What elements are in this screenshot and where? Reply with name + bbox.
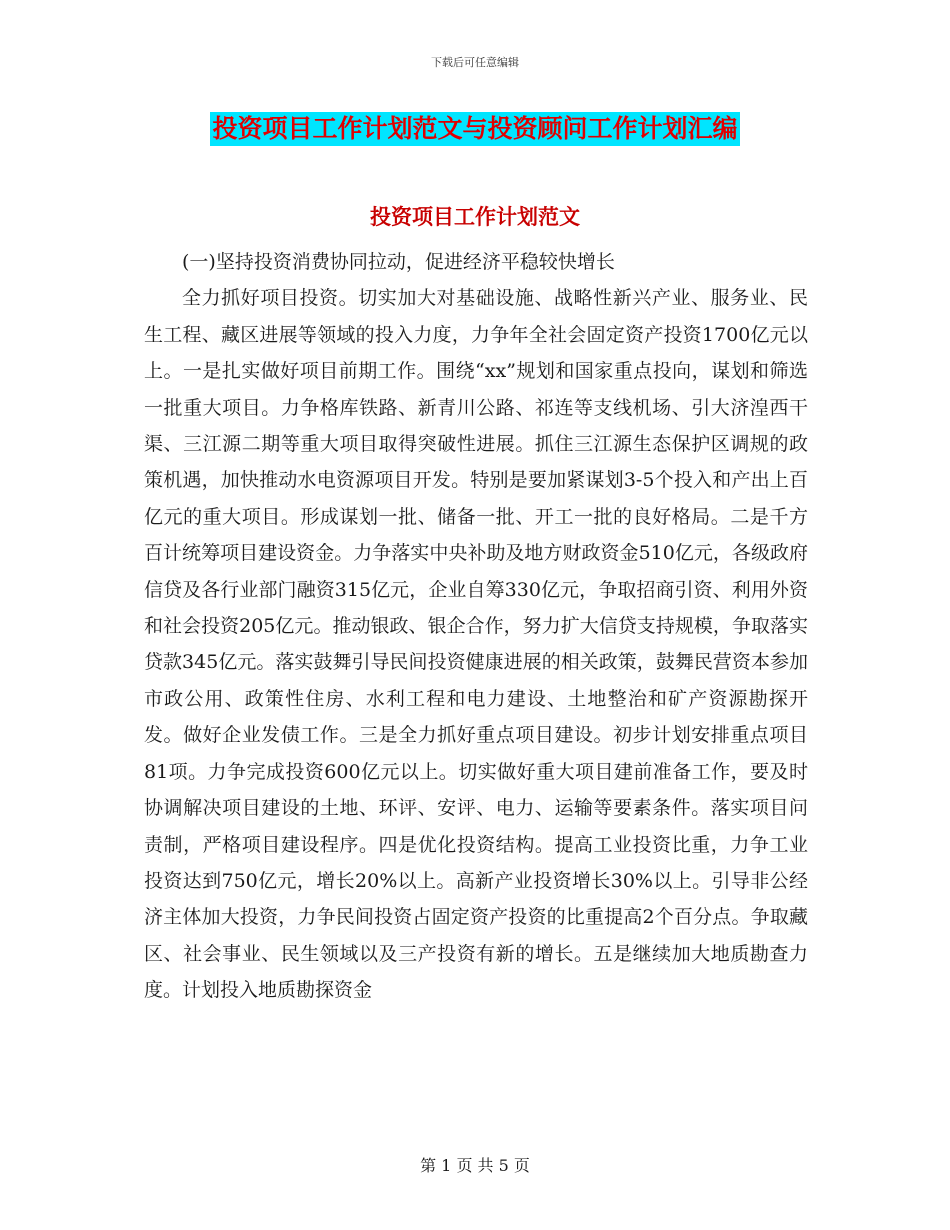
page-footer xyxy=(0,1153,950,1176)
page-header xyxy=(0,54,950,70)
document-body xyxy=(144,244,808,1009)
document-title-container xyxy=(0,112,950,146)
paragraph-body: 全力抓好项目投资。切实加大对基础设施、战略性新兴产业、服务业、民生工程、藏区进展等领域的投入力度，力争年全社会固定资产投资1700亿元以上。一是扎实做好项目前期工作。围绕“xx”规划和国家重点投向，谋划和筛选一批重大项目。力争格库铁路、新青川公路、祁连等支线机场、引大济湟西干渠、三江源二期等重大项目取得突破性进展。抓住三江源生态保护区调规的政策机遇，加快推动水电资源项目开发。特别是要加紧谋划3-5个投入和产出上百亿元的重大项目。形成谋划一批、储备一批、开工一批的良好格局。二是千方百计统筹项目建设资金。力争落实中央补助及地方财政资金510亿元，各级政府信贷及各行业部门融资315亿元，企业自筹330亿元，争取招商引资、利用外资和社会投资205亿元。推动银政、银企合作，努力扩大信贷支持规模，争取落实贷款345亿元。落实鼓舞引导民间投资健康进展的相关政策，鼓舞民营资本参加市政公用、政策性住房、水利工程和电力建设、土地整治和矿产资源勘探开发。做好企业发债工作。三是全力抓好重点项目建设。初步计划安排重点项目81项。力争完成投资600亿元以上。切实做好重大项目建前准备工作，要及时协调解决项目建设的土地、环评、安评、电力、运输等要素条件。落实项目问责制，严格项目建设程序。四是优化投资结构。提高工业投资比重，力争工业投资达到750亿元，增长20%以上。高新产业投资增长30%以上。引导非公经济主体加大投资，力争民间投资占固定资产投资的比重提高2个百分点。争取藏区、社会事业、民生领域以及三产投资有新的增长。五是继续加大地质勘查力度。计划投入地质勘探资金 xyxy=(144,287,808,1002)
section-title: 投资项目工作计划范文 xyxy=(370,204,580,229)
document-title: 投资项目工作计划范文与投资顾问工作计划汇编 xyxy=(210,112,739,146)
paragraph-heading: (一)坚持投资消费协同拉动，促进经济平稳较快增长 xyxy=(182,251,615,273)
page-number: 第 1 页 共 5 页 xyxy=(420,1156,530,1175)
header-note: 下载后可任意编辑 xyxy=(431,56,519,69)
